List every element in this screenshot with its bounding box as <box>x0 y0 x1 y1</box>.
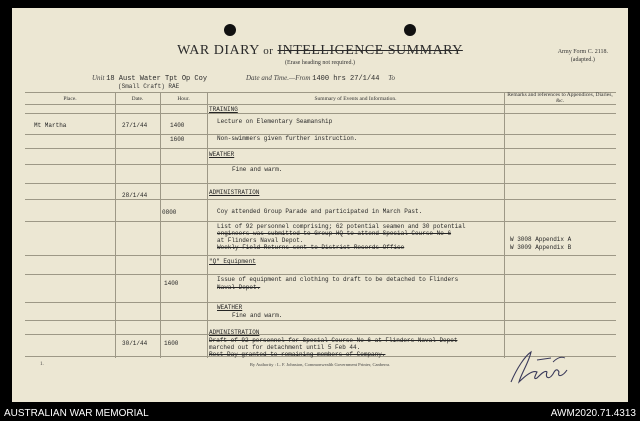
summary-line: List of 92 personnel comprising; 62 potential seamen and 30 potential <box>217 223 466 230</box>
footer-authority: By Authority : L. F. Johnston, Commonwealth Government Printer, Canberra. <box>249 362 391 367</box>
table-rule <box>25 164 616 165</box>
date-cell: 30/1/44 <box>122 340 148 347</box>
form-ref-label: Army Form C. 2118. <box>557 49 608 55</box>
caption-left: AUSTRALIAN WAR MEMORIAL <box>4 408 149 419</box>
summary-line: at Flinders Naval Depot. <box>217 237 304 244</box>
table-rule <box>25 104 616 105</box>
unit-value: 18 Aust Water Tpt Op Coy <box>106 75 208 83</box>
summary-line: Lecture on Elementary Seamanship <box>217 118 333 125</box>
punch-hole <box>224 24 236 36</box>
to-label: To <box>388 74 395 82</box>
title-struck: INTELLIGENCE SUMMARY <box>277 43 463 58</box>
hour-cell: 1600 <box>170 136 185 143</box>
column-header-summary: Summary of Events and Information. <box>314 96 397 102</box>
section-heading: "Q" Equipment <box>209 258 256 265</box>
section-heading: ADMINISTRATION <box>209 189 260 196</box>
table-rule <box>25 148 616 149</box>
summary-line: Rest Day granted to remaining members of Company. <box>209 351 386 358</box>
remark-appendix-b: W 3009 Appendix B <box>510 244 572 251</box>
unit-label: Unit <box>92 74 105 82</box>
column-header-remarks: Remarks and references to Appendices, Diaries, &c. <box>507 92 613 104</box>
summary-line: marched out for detachment until 5 Feb 44. <box>209 344 361 351</box>
column-header-date: Date. <box>131 96 144 102</box>
summary-line: engineers was submitted to Group HQ to attend Special Course No 6 <box>217 230 452 237</box>
hour-cell: 1400 <box>164 280 179 287</box>
table-rule <box>25 221 616 222</box>
table-rule <box>25 274 616 275</box>
column-rule <box>504 92 505 358</box>
section-heading: WEATHER <box>209 151 235 158</box>
datetime-value: 1400 hrs 27/1/44 <box>312 75 380 83</box>
caption-right: AWM2020.71.4313 <box>550 408 636 419</box>
summary-line: Fine and warm. <box>232 312 283 319</box>
column-rule <box>160 92 161 358</box>
date-cell: 27/1/44 <box>122 122 148 129</box>
summary-line: Issue of equipment and clothing to draft to be detached to Flinders <box>217 276 459 283</box>
column-header-hour: Hour. <box>177 96 190 102</box>
hour-cell: 1400 <box>170 122 185 129</box>
column-rule <box>207 92 208 358</box>
summary-line: Non-swimmers given further instruction. <box>217 135 358 142</box>
place-cell: Mt Martha <box>34 122 67 129</box>
title-or: or <box>263 45 274 57</box>
summary-line: Draft of 92 personnel for Special Course No 6 at Flinders Naval Depot <box>209 337 458 344</box>
datetime-line <box>246 74 395 83</box>
punch-hole <box>404 24 416 36</box>
section-heading: TRAINING <box>209 106 238 113</box>
diary-page <box>12 8 628 402</box>
column-rule <box>115 92 116 358</box>
subtitle: (Erase heading not required.) <box>285 60 355 66</box>
table-rule <box>25 183 616 184</box>
hour-cell: 0800 <box>162 209 177 216</box>
table-rule <box>25 334 616 335</box>
form-ref-sub: (adapted.) <box>570 57 595 63</box>
remark-appendix-a: W 3008 Appendix A <box>510 236 572 243</box>
table-rule <box>25 255 616 256</box>
unit-line <box>92 74 207 83</box>
form-reference <box>558 48 608 64</box>
section-heading: WEATHER <box>217 304 243 311</box>
table-rule <box>25 302 616 303</box>
unit-value-2: (Small Craft) RAE <box>118 83 180 90</box>
summary-line: Naval Depot. <box>217 284 261 291</box>
page-title <box>12 43 628 59</box>
footer-number: 1. <box>40 362 44 367</box>
table-rule <box>25 320 616 321</box>
section-heading: ADMINISTRATION <box>209 329 260 336</box>
signature <box>507 348 577 388</box>
title-main: WAR DIARY <box>177 43 260 58</box>
summary-line: Coy attended Group Parade and participated in March Past. <box>217 208 423 215</box>
summary-line: Weekly Field Returns sent to District Records Office <box>217 244 405 251</box>
table-rule <box>25 199 616 200</box>
summary-line: Fine and warm. <box>232 166 283 173</box>
column-header-place: Place. <box>63 96 77 102</box>
date-cell: 28/1/44 <box>122 192 148 199</box>
hour-cell: 1600 <box>164 340 179 347</box>
table-rule <box>25 113 616 114</box>
datetime-label: Date and Time.—From <box>246 74 311 82</box>
